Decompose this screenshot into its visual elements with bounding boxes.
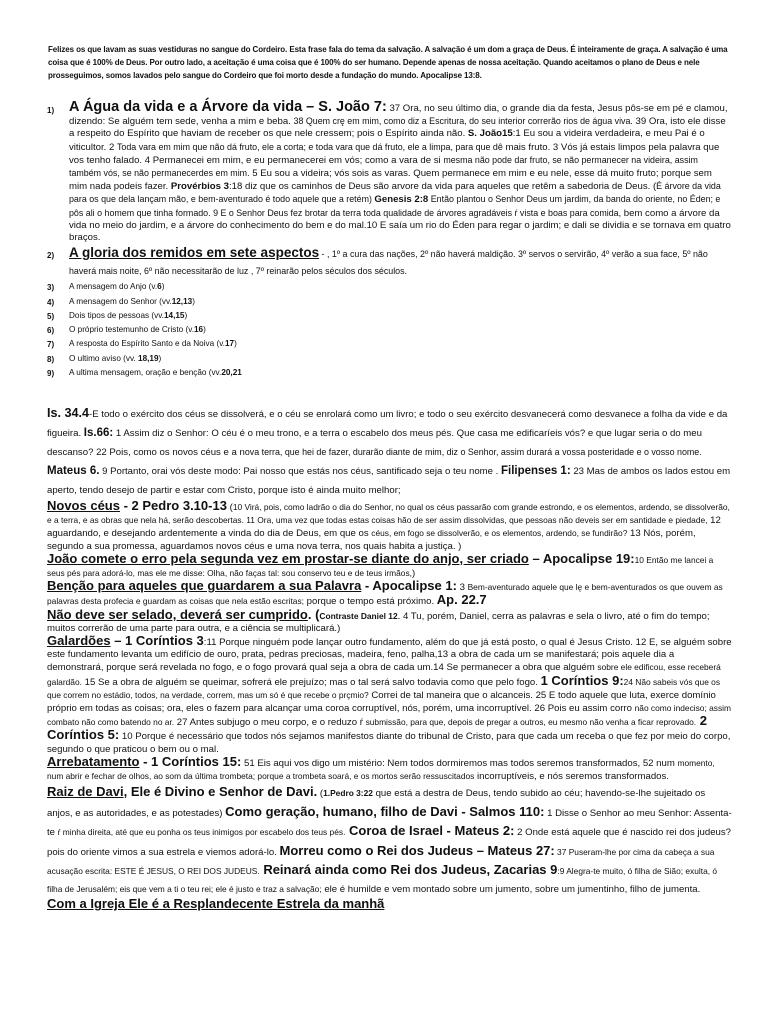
scripture-reference: Genesis 2:8 (374, 194, 429, 206)
list-item (47, 366, 732, 380)
list-item (47, 100, 732, 244)
section-heading: Arrebatamento (47, 753, 140, 769)
list-item-label: A mensagem do Anjo (v. (69, 282, 158, 292)
verse-number: 16 (194, 325, 204, 335)
scripture-reference: S. João15 (467, 128, 513, 140)
section-heading: Reinará ainda como Rei dos Judeus, Zacarias 9 (259, 862, 558, 878)
intro-paragraph: Felizes os que lavam as suas vestiduras no sangue do Cordeiro. Esta frase fala do tema da salvação. A salvação é um dom a graça de Deus. É inteiramente de graça. A salvação é uma coisa que é 100% de Deus. Por outro lado, a aceitação é uma coisa que é 100% do ser humano. Depende apenas de nossa aceitação. Quando aceitamos o plano de Deus e nele prosseguimos, somos lavados pelo sangue do Cordeiro que foi morto desde a fundação do mundo. Apocalipse 13:8. (48, 45, 728, 80)
body-text: mais fruto. 3 Vós já estais limpos pela palavra que vos tenho falado. 4 Permanecei em mim, e eu permanecerei em vós; como a vara de si (69, 141, 720, 166)
paragraph (47, 898, 732, 912)
section-heading: Raiz de Davi (47, 784, 124, 800)
sub-list (47, 280, 732, 380)
list-item-label: A ultima mensagem, oração e benção (vv. (69, 368, 222, 378)
scripture-reference: – 1 Coríntios 3 (110, 633, 204, 649)
section-heading: A Água da vida e a Árvore da vida – S. João 7: (69, 99, 387, 115)
body-text: 37 Ora, no seu último dia, o grande dia da festa, Jesus pôs-se em pé e clamou, dizendo: Se alguém tem sede, venha a mim e beba. (69, 103, 728, 128)
scripture-reference: Filipenses 1: (501, 465, 571, 477)
body-text: - , 1º a cura das nações, 2º não haverá maldição. 3º servos o servirão, 4º verão a sua face, 5º não haverá mais noite, 6º não necessitarão de luz , 7º reinarão pelos séculos dos séculos. (69, 249, 708, 277)
paragraph: João comete o erro pela segunda vez em prostar-se diante do anjo, ser criado – Apocalipse 19:10 Então me lancei a seus pés para adorá-lo, mas ele me disse: Olha, não faças tal: sou conservo teu e de teus irmãos,) (47, 550, 714, 580)
body-text: 39 Ora, isto ele disse a respeito do Espírito que haviam de receber os que nele cressem; pois o Espírito ainda não. (69, 116, 726, 140)
list-number: 2) (47, 251, 55, 261)
paragraph: Não deve ser selado, deverá ser cumprido. (Contraste Daniel 12. 4 Tu, porém, Daniel, cerra as palavras e sela o livro, até o fim do tempo; muitos correrão de uma parte para outra, e a ciência se multiplicará.) (47, 606, 710, 634)
list-item-body (69, 100, 732, 244)
paragraph: Raiz de Davi, Ele é Divino e Senhor de Davi. (1.Pedro 3:22 que está a destra de Deus, tendo subido ao céu; havendo-se-lhe sujeitado os anjos, e as autoridades, e as potestades) Como geração, humano, filho de Davi - Salmos 110: 1 Disse o Senhor ao meu Senhor: Assenta-te ŕ minha direita, até que eu ponha os teus inimigos por escabelo dos teus pés. Coroa de Israel - Mateus 2: 2 Onde está aquele que é nascido rei dos judeus? pois do oriente vimos a sua estrela e viemos adorá-lo. Morreu como o Rei dos Judeus – Mateus 27: 37 Puseram-lhe por cima da cabeça a sua acusação escrita: ESTE É JESUS, O REI DOS JUDEUS. Reinará ainda como Rei dos Judeus, Zacarias 9:9 Alegra-te muito, ó filha de Sião; exulta, ó filha de Jerusalém; eis que vem a ti o teu rei; ele é justo e traz a salvação; ele é humilde e vem montado sobre um jumento, sobre um jumentinho, filho de jumenta. (47, 784, 732, 895)
body-text: mesma não pode dar fruto, se não permanecer na videira, assim também vós, se não permanecerdes em mim. (69, 154, 698, 179)
paragraph: Benção para aqueles que guardarem a sua Palavra - Apocalipse 1: 3 Bem-aventurado aquele que lę e bem-aventurados os que ouvem as palavras desta profecia e guardam as coisas que nela estão escritas; porque o tempo está próximo. Ap. 22.7 (47, 578, 723, 608)
list-number: 7) (47, 340, 55, 350)
scripture-reference: 1.Pedro 3:22 (323, 788, 373, 799)
list-number: 4) (47, 297, 55, 307)
list-item (47, 245, 732, 280)
section-heading: Com a Igreja Ele é a Resplandecente Estrela da manhã (47, 896, 385, 912)
scripture-reference: Mateus 6. (47, 465, 100, 477)
body-text: Toda vara em mim que não dá fruto, ele a corta; e toda vara que dá fruto, ele a limpa, para que dê (117, 141, 503, 152)
verse-number: 17 (224, 339, 235, 349)
list-item: 8) O ultimo aviso (vv. 18,19) (47, 353, 162, 364)
main-content (47, 404, 732, 912)
scripture-reference: Is. 34.4 (47, 406, 90, 420)
paragraph: Is. 34.4-E todo o exército dos céus se dissolverá, e o céu se enrolará como um livro; e todo o seu exército desvanecerá como desvanece a folha da vide e da figueira. Is.66: 1 Assim diz o Senhor: O céu é o meu trono, e a terra o escabelo dos meus pés. Que casa me edificaríeis vós? e que lugar seria o do meu descanso? 22 Pois, como os novos céus e a nova terra, que hei de fazer, durarão diante de mim, diz o Senhor, assim durará a vossa posteridade e o vosso nome. Mateus 6. 9 Portanto, orai vós deste modo: Pai nosso que estás nos céus, santificado seja o teu nome . Filipenses 1: 23 Mas de ambos os lados estou em aperto, tendo desejo de partir e estar com Cristo, porque isto é ainda muito melhor; (47, 406, 731, 496)
list-number: 1) (47, 106, 55, 115)
section-heading: Coroa de Israel - Mateus 2: (345, 823, 515, 839)
verse-number: 14,15 (163, 310, 185, 320)
body-text: bem como a árvore da vida no meio do jardim, e a árvore do conhecimento do bem e do mal.10 E saía um rio do Éden para regar o jardim; e dali se dividia e se tornava em quatro braços. (69, 207, 731, 244)
list-item-label: A resposta do Espírito Santo e da Noiva (v. (69, 339, 225, 349)
body-text: :18 diz que os caminhos de Deus são arvore da vida para aqueles que retêm a sabedoria de Deus. ( (228, 181, 657, 193)
body-text: Então plantou o Senhor Deus um jardim, da banda do oriente, no Éden; e pôs ali o homem que tinha formado. (69, 194, 721, 218)
section-heading: Como geração, humano, filho de Davi - Salmos 110: (225, 803, 545, 819)
verse-number: 12,13 (171, 296, 193, 306)
section-heading: A gloria dos remidos em sete aspectos (69, 245, 320, 261)
numbered-list (47, 100, 732, 380)
section-heading: João comete o erro pela segunda vez em prostar-se diante do anjo, ser criado (47, 550, 529, 566)
section-heading: Benção para aqueles que guardarem a sua Palavra (47, 578, 362, 594)
list-item-label: Dois tipos de pessoas (vv. (69, 310, 164, 320)
paragraph: Novos céus - 2 Pedro 3.10-13 (10 Virá, pois, como ladrão o dia do Senhor, no qual os céus passarão com grande estrondo, e os elementos, ardendo, se dissolverão, e a terra, e as obras que nela há, serão descobertas. 11 Ora, uma vez que todas estas coisas hão de ser assim dissolvidas, que pessoas não deveis ser em santidade e piedade, 12 aguardando, e desejando ardentemente a vinda do dia de Deus, em que os céus, em fogo se dissolverão, e os elementos, ardendo, se fundirão? 13 Nós, porém, segundo a sua promessa, aguardamos novos céus e uma nova terra, nos quais habita a justiça. ) (47, 498, 730, 552)
verse-number: 6 (157, 282, 162, 292)
list-item: 3) A mensagem do Anjo (v.6) (47, 282, 165, 293)
list-number: 5) (47, 311, 55, 321)
section-heading: Galardões (47, 633, 111, 649)
body-text: 5 Eu sou a videira; vós sois as varas. Quem permanece em mim e eu nele, esse dá muito fruto; porque sem mim nada podeis fazer. (69, 168, 712, 193)
list-number: 6) (47, 326, 55, 336)
list-number: 9) (47, 369, 55, 379)
body-text: É árvore da vida para os que dela lançam mão, e bem-aventurado é todo aquele que a retém) (69, 181, 721, 205)
body-text: 38 Quem crę em mim, como diz a Escritura, do seu interior correrão rios de água viva. (293, 116, 633, 127)
list-item-label: O próprio testemunho de Cristo (v. (69, 325, 194, 335)
section-heading: Não deve ser selado, deverá ser cumprido (47, 606, 308, 622)
body-text: 9 E o Senhor Deus fez brotar da terra toda qualidade de árvores agradáveis ŕ vista e boas para comida, (213, 207, 622, 218)
scripture-reference: - Apocalipse 1: (361, 578, 457, 594)
scripture-reference: Is.66: (83, 427, 114, 439)
list-item: 6) O próprio testemunho de Cristo (v.16) (47, 325, 206, 336)
verse-number: 18,19 (138, 353, 159, 363)
verse-number: 20,21 (221, 368, 242, 378)
scripture-reference: Provérbios 3 (170, 181, 229, 193)
list-number: 3) (47, 283, 55, 293)
list-item-label: O ultimo aviso (vv. (69, 353, 139, 363)
list-item: 4) A mensagem do Senhor (vv.12,13) (47, 296, 195, 307)
paragraph: Galardões – 1 Coríntios 3:11 Porque ninguém pode lançar outro fundamento, além do que já está posto, o qual é Jesus Cristo. 12 E, se alguém sobre este fundamento levanta um edifício de ouro, prata, pedras preciosas, madeira, feno, palha,13 a obra de cada um se manifestará; pois aquele dia a demonstrará, porque será revelada no fogo, e o fogo provará qual seja a obra de cada um.14 Se permanecer a obra que alguém sobre ele edificou, esse receberá galardão. 15 Se a obra de alguém se queimar, sofrerá ele prejuízo; mas o tal será salvo todavia como que pelo fogo. 1 Coríntios 9:24 Não sabeis vós que os que correm no estádio, todos, na verdade, correm, mas um só é que recebe o prçmio? Correi de tal maneira que o alcanceis. 25 E todo aquele que luta, exerce domínio próprio em todas as coisas; ora, eles o fazem para alcançar uma coroa corruptível, nós, porém, uma incorruptível. 26 Pois eu assim corro não como indeciso; assim combato não como batendo no ar. 27 Antes subjugo o meu corpo, e o reduzo ŕ submissão, para que, depois de pregar a outros, eu mesmo não venha a ficar reprovado. 2 Coríntios 5: 10 Porque é necessário que todos nós sejamos manifestos diante do tribunal de Cristo, para que cada um receba o que fez por meio do corpo, segundo o que praticou o bem ou o mal. (47, 633, 732, 755)
scripture-reference: - 2 Pedro 3.10-13 (119, 498, 227, 513)
scripture-reference: 2 Coríntios 5: (47, 713, 707, 743)
list-item: 7) A resposta do Espírito Santo e da Noiva (v.17) (47, 339, 237, 350)
scripture-reference: - 1 Coríntios 15: (139, 753, 242, 769)
list-item: 5) Dois tipos de pessoas (vv.14,15) (47, 310, 188, 321)
scripture-reference: 1 Coríntios 9: (540, 672, 624, 688)
scripture-reference: Contraste Daniel 12 (319, 610, 398, 621)
list-item-label: A mensagem do Senhor (vv. (69, 296, 172, 306)
body-text: :1 Eu sou a videira verdadeira, e meu Pai é o viticultor. 2 (69, 128, 705, 153)
list-item-body (69, 245, 732, 280)
scripture-reference: – Apocalipse 19: (528, 550, 635, 566)
scripture-reference: Ap. 22.7 (436, 592, 487, 608)
paragraph: Arrebatamento - 1 Coríntios 15: 51 Eis aqui vos digo um mistério: Nem todos dormiremos mas todos seremos transformados, 52 num momento, num abrir e fechar de olhos, ao som da última trombeta; porque a trombeta soará, e os mortos serão ressuscitados incorruptíveis, e nós seremos transformados. (47, 753, 715, 783)
section-heading: Novos céus (47, 498, 120, 513)
list-number: 8) (47, 354, 55, 364)
section-heading: Morreu como o Rei dos Judeus – Mateus 27: (279, 842, 555, 858)
